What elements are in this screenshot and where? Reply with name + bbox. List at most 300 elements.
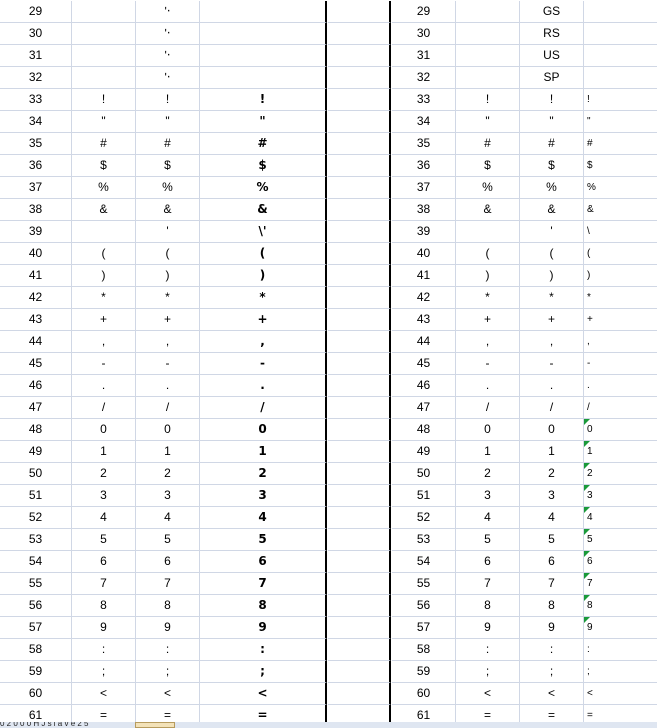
cell-a[interactable]: [72, 67, 136, 89]
cell-n[interactable]: 29: [0, 1, 72, 23]
cell-n[interactable]: 37: [0, 177, 72, 199]
cell-b[interactable]: *: [136, 287, 200, 309]
empty-cell[interactable]: [328, 683, 391, 705]
cell-n2[interactable]: 61: [392, 705, 456, 722]
empty-cell[interactable]: [328, 573, 391, 595]
cell-b2[interactable]: 6: [520, 551, 584, 573]
cell-b2[interactable]: ;: [520, 661, 584, 683]
cell-a2[interactable]: 4: [456, 507, 520, 529]
empty-cell[interactable]: [328, 45, 391, 67]
cell-b[interactable]: =: [136, 705, 200, 722]
empty-cell[interactable]: [328, 221, 391, 243]
cell-n[interactable]: 49: [0, 441, 72, 463]
cell-b2[interactable]: 9: [520, 617, 584, 639]
cell-n[interactable]: 59: [0, 661, 72, 683]
cell-n2[interactable]: 50: [392, 463, 456, 485]
cell-b2[interactable]: /: [520, 397, 584, 419]
cell-c[interactable]: 3: [200, 485, 327, 507]
cell-c[interactable]: [200, 23, 327, 45]
cell-b2[interactable]: =: [520, 705, 584, 722]
cell-a[interactable]: !: [72, 89, 136, 111]
cell-b[interactable]: ʹ‧: [136, 45, 200, 67]
cell-b[interactable]: 8: [136, 595, 200, 617]
cell-c2[interactable]: 0: [584, 419, 657, 441]
cell-n2[interactable]: 38: [392, 199, 456, 221]
cell-n[interactable]: 53: [0, 529, 72, 551]
cell-a[interactable]: ,: [72, 331, 136, 353]
cell-a2[interactable]: [456, 23, 520, 45]
cell-n2[interactable]: 34: [392, 111, 456, 133]
cell-c2[interactable]: [584, 45, 657, 67]
cell-c2[interactable]: *: [584, 287, 657, 309]
cell-b2[interactable]: +: [520, 309, 584, 331]
cell-b2[interactable]: !: [520, 89, 584, 111]
cell-n2[interactable]: 60: [392, 683, 456, 705]
cell-n[interactable]: 36: [0, 155, 72, 177]
cell-n[interactable]: 45: [0, 353, 72, 375]
cell-a2[interactable]: ": [456, 111, 520, 133]
cell-n2[interactable]: 47: [392, 397, 456, 419]
cell-c[interactable]: :: [200, 639, 327, 661]
cell-c2[interactable]: <: [584, 683, 657, 705]
cell-n2[interactable]: 29: [392, 1, 456, 23]
cell-c[interactable]: #: [200, 133, 327, 155]
cell-b[interactable]: -: [136, 353, 200, 375]
cell-c2[interactable]: 4: [584, 507, 657, 529]
cell-c2[interactable]: !: [584, 89, 657, 111]
cell-a[interactable]: ;: [72, 661, 136, 683]
cell-c[interactable]: $: [200, 155, 327, 177]
cell-a[interactable]: *: [72, 287, 136, 309]
cell-c2[interactable]: [584, 1, 657, 23]
cell-a[interactable]: 2: [72, 463, 136, 485]
cell-a[interactable]: 7: [72, 573, 136, 595]
cell-a2[interactable]: :: [456, 639, 520, 661]
cell-a[interactable]: 9: [72, 617, 136, 639]
cell-c2[interactable]: ": [584, 111, 657, 133]
cell-b2[interactable]: 8: [520, 595, 584, 617]
cell-b[interactable]: %: [136, 177, 200, 199]
cell-b2[interactable]: GS: [520, 1, 584, 23]
sheet-tab-icon[interactable]: [135, 722, 175, 728]
cell-c[interactable]: 7: [200, 573, 327, 595]
cell-n2[interactable]: 46: [392, 375, 456, 397]
empty-cell[interactable]: [328, 199, 391, 221]
cell-n2[interactable]: 35: [392, 133, 456, 155]
cell-n[interactable]: 40: [0, 243, 72, 265]
cell-n[interactable]: 44: [0, 331, 72, 353]
cell-b2[interactable]: :: [520, 639, 584, 661]
cell-n[interactable]: 35: [0, 133, 72, 155]
cell-c[interactable]: 8: [200, 595, 327, 617]
cell-c[interactable]: [200, 67, 327, 89]
cell-b[interactable]: .: [136, 375, 200, 397]
cell-c[interactable]: &: [200, 199, 327, 221]
cell-c2[interactable]: .: [584, 375, 657, 397]
cell-c[interactable]: ,: [200, 331, 327, 353]
cell-b[interactable]: 0: [136, 419, 200, 441]
cell-a[interactable]: ": [72, 111, 136, 133]
cell-b[interactable]: <: [136, 683, 200, 705]
cell-n2[interactable]: 43: [392, 309, 456, 331]
cell-b[interactable]: &: [136, 199, 200, 221]
cell-a2[interactable]: .: [456, 375, 520, 397]
empty-cell[interactable]: [328, 23, 391, 45]
cell-a[interactable]: 3: [72, 485, 136, 507]
cell-c[interactable]: 9: [200, 617, 327, 639]
cell-a[interactable]: 1: [72, 441, 136, 463]
cell-a2[interactable]: 1: [456, 441, 520, 463]
cell-a2[interactable]: /: [456, 397, 520, 419]
cell-b2[interactable]: $: [520, 155, 584, 177]
cell-b2[interactable]: *: [520, 287, 584, 309]
cell-n2[interactable]: 40: [392, 243, 456, 265]
cell-b[interactable]: 5: [136, 529, 200, 551]
cell-a2[interactable]: <: [456, 683, 520, 705]
cell-b[interactable]: 9: [136, 617, 200, 639]
empty-cell[interactable]: [328, 507, 391, 529]
cell-n[interactable]: 32: [0, 67, 72, 89]
cell-c2[interactable]: :: [584, 639, 657, 661]
cell-n[interactable]: 60: [0, 683, 72, 705]
empty-cell[interactable]: [328, 67, 391, 89]
cell-b[interactable]: #: [136, 133, 200, 155]
cell-c[interactable]: .: [200, 375, 327, 397]
cell-n[interactable]: 43: [0, 309, 72, 331]
cell-a[interactable]: 8: [72, 595, 136, 617]
cell-b2[interactable]: 7: [520, 573, 584, 595]
cell-b[interactable]: 6: [136, 551, 200, 573]
cell-n2[interactable]: 52: [392, 507, 456, 529]
cell-c[interactable]: =: [200, 705, 327, 722]
cell-b2[interactable]: 2: [520, 463, 584, 485]
empty-cell[interactable]: [328, 529, 391, 551]
cell-b2[interactable]: &: [520, 199, 584, 221]
cell-b2[interactable]: RS: [520, 23, 584, 45]
cell-b2[interactable]: US: [520, 45, 584, 67]
cell-a2[interactable]: ,: [456, 331, 520, 353]
cell-a2[interactable]: 8: [456, 595, 520, 617]
cell-a[interactable]: 5: [72, 529, 136, 551]
cell-c2[interactable]: 3: [584, 485, 657, 507]
cell-a2[interactable]: #: [456, 133, 520, 155]
cell-a2[interactable]: ;: [456, 661, 520, 683]
cell-b[interactable]: +: [136, 309, 200, 331]
cell-a[interactable]: =: [72, 705, 136, 722]
empty-cell[interactable]: [328, 463, 391, 485]
cell-n2[interactable]: 44: [392, 331, 456, 353]
cell-c2[interactable]: ,: [584, 331, 657, 353]
cell-b2[interactable]: 3: [520, 485, 584, 507]
empty-cell[interactable]: [328, 419, 391, 441]
cell-c2[interactable]: \: [584, 221, 657, 243]
cell-c[interactable]: 2: [200, 463, 327, 485]
cell-n[interactable]: 41: [0, 265, 72, 287]
cell-a[interactable]: [72, 45, 136, 67]
cell-n2[interactable]: 39: [392, 221, 456, 243]
cell-a2[interactable]: 0: [456, 419, 520, 441]
empty-cell[interactable]: [328, 309, 391, 331]
cell-a2[interactable]: 6: [456, 551, 520, 573]
empty-cell[interactable]: [328, 331, 391, 353]
cell-b[interactable]: ;: [136, 661, 200, 683]
cell-c[interactable]: +: [200, 309, 327, 331]
cell-b[interactable]: ʹ‧: [136, 67, 200, 89]
cell-c[interactable]: ;: [200, 661, 327, 683]
cell-a2[interactable]: [456, 67, 520, 89]
empty-cell[interactable]: [328, 441, 391, 463]
cell-n[interactable]: 57: [0, 617, 72, 639]
cell-n[interactable]: 54: [0, 551, 72, 573]
cell-n2[interactable]: 32: [392, 67, 456, 89]
cell-c[interactable]: 6: [200, 551, 327, 573]
cell-b2[interactable]: #: [520, 133, 584, 155]
cell-a2[interactable]: *: [456, 287, 520, 309]
cell-c2[interactable]: ): [584, 265, 657, 287]
cell-a[interactable]: 6: [72, 551, 136, 573]
cell-n2[interactable]: 48: [392, 419, 456, 441]
cell-n[interactable]: 56: [0, 595, 72, 617]
cell-c[interactable]: 4: [200, 507, 327, 529]
cell-b[interactable]: 1: [136, 441, 200, 463]
cell-b[interactable]: 7: [136, 573, 200, 595]
cell-c[interactable]: /: [200, 397, 327, 419]
cell-a[interactable]: $: [72, 155, 136, 177]
cell-b2[interactable]: .: [520, 375, 584, 397]
cell-n[interactable]: 46: [0, 375, 72, 397]
cell-a2[interactable]: %: [456, 177, 520, 199]
cell-c2[interactable]: 9: [584, 617, 657, 639]
cell-n[interactable]: 52: [0, 507, 72, 529]
cell-a[interactable]: (: [72, 243, 136, 265]
cell-c[interactable]: !: [200, 89, 327, 111]
empty-cell[interactable]: [328, 353, 391, 375]
cell-c[interactable]: ): [200, 265, 327, 287]
cell-a2[interactable]: +: [456, 309, 520, 331]
cell-n2[interactable]: 55: [392, 573, 456, 595]
cell-b[interactable]: ): [136, 265, 200, 287]
cell-c[interactable]: 0: [200, 419, 327, 441]
cell-a2[interactable]: 5: [456, 529, 520, 551]
cell-n[interactable]: 39: [0, 221, 72, 243]
cell-a[interactable]: /: [72, 397, 136, 419]
cell-b2[interactable]: 1: [520, 441, 584, 463]
cell-a[interactable]: ): [72, 265, 136, 287]
cell-a[interactable]: :: [72, 639, 136, 661]
cell-n[interactable]: 42: [0, 287, 72, 309]
cell-c[interactable]: -: [200, 353, 327, 375]
cell-b2[interactable]: (: [520, 243, 584, 265]
cell-n2[interactable]: 45: [392, 353, 456, 375]
cell-n[interactable]: 34: [0, 111, 72, 133]
cell-c2[interactable]: (: [584, 243, 657, 265]
cell-b2[interactable]: ": [520, 111, 584, 133]
cell-n2[interactable]: 31: [392, 45, 456, 67]
cell-n2[interactable]: 57: [392, 617, 456, 639]
cell-b2[interactable]: %: [520, 177, 584, 199]
empty-cell[interactable]: [328, 265, 391, 287]
cell-c2[interactable]: 5: [584, 529, 657, 551]
cell-c[interactable]: 1: [200, 441, 327, 463]
cell-b[interactable]: ʹ‧: [136, 1, 200, 23]
cell-b[interactable]: 3: [136, 485, 200, 507]
empty-cell[interactable]: [328, 595, 391, 617]
cell-c[interactable]: \': [200, 221, 327, 243]
cell-c[interactable]: (: [200, 243, 327, 265]
cell-n[interactable]: 47: [0, 397, 72, 419]
cell-n2[interactable]: 30: [392, 23, 456, 45]
cell-b[interactable]: ʹ‧: [136, 23, 200, 45]
cell-b[interactable]: ": [136, 111, 200, 133]
cell-a[interactable]: &: [72, 199, 136, 221]
cell-n2[interactable]: 51: [392, 485, 456, 507]
cell-n2[interactable]: 53: [392, 529, 456, 551]
cell-a[interactable]: %: [72, 177, 136, 199]
cell-n[interactable]: 38: [0, 199, 72, 221]
cell-c2[interactable]: [584, 23, 657, 45]
cell-n2[interactable]: 33: [392, 89, 456, 111]
empty-cell[interactable]: [328, 397, 391, 419]
cell-b[interactable]: ': [136, 221, 200, 243]
cell-c2[interactable]: $: [584, 155, 657, 177]
cell-n[interactable]: 61: [0, 705, 72, 722]
cell-c2[interactable]: %: [584, 177, 657, 199]
sheet-tab-label[interactable]: 0 2 0 0 0 H J s l a v e 2 5: [0, 722, 89, 728]
cell-n2[interactable]: 41: [392, 265, 456, 287]
cell-b2[interactable]: <: [520, 683, 584, 705]
empty-cell[interactable]: [328, 485, 391, 507]
cell-n2[interactable]: 58: [392, 639, 456, 661]
cell-a2[interactable]: =: [456, 705, 520, 722]
cell-b2[interactable]: ': [520, 221, 584, 243]
cell-a2[interactable]: ): [456, 265, 520, 287]
cell-n[interactable]: 51: [0, 485, 72, 507]
cell-c[interactable]: <: [200, 683, 327, 705]
empty-cell[interactable]: [328, 705, 391, 722]
cell-a2[interactable]: 9: [456, 617, 520, 639]
cell-c[interactable]: 5: [200, 529, 327, 551]
cell-b[interactable]: 4: [136, 507, 200, 529]
empty-cell[interactable]: [328, 551, 391, 573]
cell-n2[interactable]: 37: [392, 177, 456, 199]
cell-n[interactable]: 50: [0, 463, 72, 485]
empty-cell[interactable]: [328, 287, 391, 309]
cell-b[interactable]: :: [136, 639, 200, 661]
empty-cell[interactable]: [328, 133, 391, 155]
cell-c2[interactable]: 8: [584, 595, 657, 617]
cell-b2[interactable]: SP: [520, 67, 584, 89]
empty-cell[interactable]: [328, 89, 391, 111]
cell-c2[interactable]: 1: [584, 441, 657, 463]
cell-c2[interactable]: +: [584, 309, 657, 331]
cell-a[interactable]: +: [72, 309, 136, 331]
cell-c[interactable]: *: [200, 287, 327, 309]
cell-a2[interactable]: [456, 45, 520, 67]
cell-b2[interactable]: ,: [520, 331, 584, 353]
cell-n2[interactable]: 49: [392, 441, 456, 463]
cell-a[interactable]: #: [72, 133, 136, 155]
cell-c2[interactable]: =: [584, 705, 657, 722]
cell-a[interactable]: .: [72, 375, 136, 397]
cell-b[interactable]: 2: [136, 463, 200, 485]
cell-a[interactable]: [72, 1, 136, 23]
cell-a2[interactable]: [456, 1, 520, 23]
empty-cell[interactable]: [328, 661, 391, 683]
cell-c2[interactable]: &: [584, 199, 657, 221]
cell-b[interactable]: ,: [136, 331, 200, 353]
cell-n2[interactable]: 56: [392, 595, 456, 617]
cell-a2[interactable]: (: [456, 243, 520, 265]
cell-c2[interactable]: [584, 67, 657, 89]
cell-n2[interactable]: 54: [392, 551, 456, 573]
cell-b2[interactable]: -: [520, 353, 584, 375]
cell-a2[interactable]: -: [456, 353, 520, 375]
cell-c2[interactable]: 6: [584, 551, 657, 573]
cell-n[interactable]: 30: [0, 23, 72, 45]
cell-c2[interactable]: #: [584, 133, 657, 155]
cell-b[interactable]: !: [136, 89, 200, 111]
cell-a[interactable]: -: [72, 353, 136, 375]
cell-c2[interactable]: -: [584, 353, 657, 375]
empty-cell[interactable]: [328, 1, 391, 23]
cell-a[interactable]: 4: [72, 507, 136, 529]
cell-a[interactable]: [72, 221, 136, 243]
cell-b[interactable]: /: [136, 397, 200, 419]
cell-c2[interactable]: 2: [584, 463, 657, 485]
cell-c[interactable]: [200, 1, 327, 23]
cell-c[interactable]: [200, 45, 327, 67]
cell-n2[interactable]: 42: [392, 287, 456, 309]
cell-a[interactable]: [72, 23, 136, 45]
cell-a2[interactable]: 2: [456, 463, 520, 485]
cell-b2[interactable]: 5: [520, 529, 584, 551]
cell-n[interactable]: 58: [0, 639, 72, 661]
empty-cell[interactable]: [328, 375, 391, 397]
empty-cell[interactable]: [328, 155, 391, 177]
cell-n[interactable]: 33: [0, 89, 72, 111]
cell-b2[interactable]: 4: [520, 507, 584, 529]
cell-a[interactable]: <: [72, 683, 136, 705]
cell-n[interactable]: 55: [0, 573, 72, 595]
sheet-tab-bar[interactable]: [0, 722, 657, 728]
empty-cell[interactable]: [328, 617, 391, 639]
cell-b[interactable]: (: [136, 243, 200, 265]
cell-n[interactable]: 31: [0, 45, 72, 67]
cell-b[interactable]: $: [136, 155, 200, 177]
cell-c2[interactable]: /: [584, 397, 657, 419]
cell-n[interactable]: 48: [0, 419, 72, 441]
empty-cell[interactable]: [328, 243, 391, 265]
cell-a2[interactable]: !: [456, 89, 520, 111]
cell-a2[interactable]: [456, 221, 520, 243]
cell-b2[interactable]: 0: [520, 419, 584, 441]
cell-n2[interactable]: 59: [392, 661, 456, 683]
cell-a2[interactable]: &: [456, 199, 520, 221]
cell-a2[interactable]: 7: [456, 573, 520, 595]
cell-n2[interactable]: 36: [392, 155, 456, 177]
cell-c2[interactable]: 7: [584, 573, 657, 595]
empty-cell[interactable]: [328, 177, 391, 199]
empty-cell[interactable]: [328, 111, 391, 133]
empty-cell[interactable]: [328, 639, 391, 661]
cell-c[interactable]: %: [200, 177, 327, 199]
cell-c2[interactable]: ;: [584, 661, 657, 683]
cell-c[interactable]: ": [200, 111, 327, 133]
cell-a[interactable]: 0: [72, 419, 136, 441]
cell-b2[interactable]: ): [520, 265, 584, 287]
cell-a2[interactable]: $: [456, 155, 520, 177]
cell-a2[interactable]: 3: [456, 485, 520, 507]
